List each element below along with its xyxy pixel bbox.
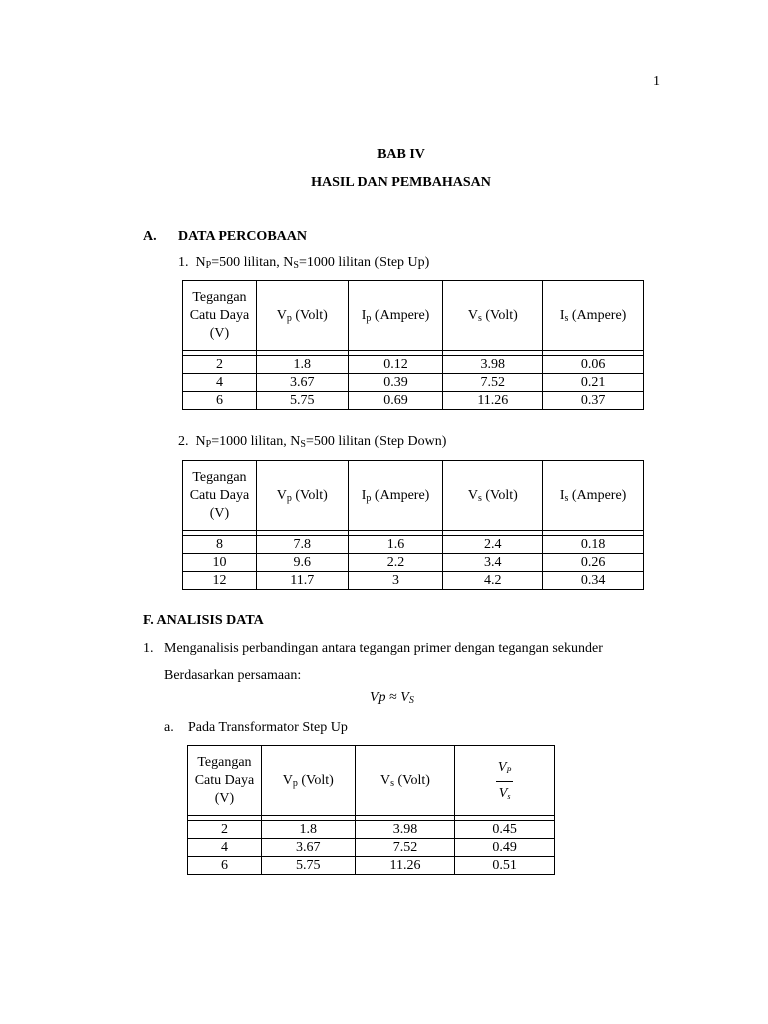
cell: 0.12 bbox=[348, 356, 443, 374]
page-number: 1 bbox=[653, 74, 660, 89]
step-up-ratio-table bbox=[187, 745, 555, 875]
cell: 7.52 bbox=[355, 839, 455, 857]
np-subscript: P bbox=[205, 260, 212, 271]
ns-subscript: S bbox=[300, 439, 306, 450]
table-row bbox=[183, 554, 644, 572]
cell: 7.52 bbox=[443, 374, 543, 392]
cell: 2.4 bbox=[443, 536, 543, 554]
header-vs: $V_s$ (Volt) bbox=[443, 461, 543, 531]
section-a-title: DATA PERCOBAAN bbox=[178, 229, 307, 244]
cell: 0.49 bbox=[455, 839, 555, 857]
cell: 3.67 bbox=[256, 374, 348, 392]
cell: 3.67 bbox=[261, 839, 355, 857]
header-vp: $V_p$ (Volt) bbox=[256, 461, 348, 531]
table-row bbox=[183, 374, 644, 392]
ns-value: =1000 lilitan (Step Up) bbox=[298, 255, 430, 270]
header-ratio bbox=[455, 746, 555, 816]
cell: 0.45 bbox=[455, 821, 555, 839]
cell: 0.21 bbox=[543, 374, 644, 392]
header-vp: $V_p$ (Volt) bbox=[256, 281, 348, 351]
table-header-row bbox=[183, 281, 644, 351]
cell: 2 bbox=[183, 356, 257, 374]
subsection-a-text: Pada Transformator Step Up bbox=[188, 720, 348, 735]
table-header-row bbox=[188, 746, 555, 816]
cell: 6 bbox=[188, 857, 262, 875]
cell: 0.51 bbox=[455, 857, 555, 875]
header-vs: $V_s$ (Volt) bbox=[355, 746, 455, 816]
chapter-title: BAB IV bbox=[377, 147, 425, 162]
table-header-row bbox=[183, 461, 644, 531]
cell: 0.69 bbox=[348, 392, 443, 410]
header-supply-voltage: Tegangan Catu Daya (V) bbox=[188, 746, 262, 816]
experiment-1-label bbox=[178, 255, 429, 271]
cell: 4 bbox=[188, 839, 262, 857]
cell: 0.18 bbox=[543, 536, 644, 554]
table-row bbox=[183, 392, 644, 410]
header-vp: $V_p$ (Volt) bbox=[261, 746, 355, 816]
np-subscript: P bbox=[205, 439, 212, 450]
experiment-1-number: 1. bbox=[178, 255, 189, 270]
analysis-1-basis: Berdasarkan persamaan: bbox=[164, 668, 302, 683]
ns-subscript: S bbox=[293, 260, 299, 271]
analysis-1-text: Menganalisis perbandingan antara tegangan primer dengan tegangan sekunder bbox=[164, 641, 603, 656]
header-vs: $V_s$ (Volt) bbox=[443, 281, 543, 351]
cell: 1.8 bbox=[261, 821, 355, 839]
cell: 2 bbox=[188, 821, 262, 839]
section-a-letter: A. bbox=[143, 229, 157, 244]
np-symbol: N bbox=[195, 434, 206, 449]
cell: 5.75 bbox=[261, 857, 355, 875]
chapter-subtitle: HASIL DAN PEMBAHASAN bbox=[311, 175, 491, 190]
cell: 3.4 bbox=[443, 554, 543, 572]
cell: 11.26 bbox=[355, 857, 455, 875]
step-up-data-table bbox=[182, 280, 644, 410]
cell: 4 bbox=[183, 374, 257, 392]
cell: 10 bbox=[183, 554, 257, 572]
analysis-1-number: 1. bbox=[143, 641, 154, 656]
cell: 9.6 bbox=[256, 554, 348, 572]
table-row bbox=[188, 839, 555, 857]
cell: 3.98 bbox=[443, 356, 543, 374]
table-row bbox=[183, 356, 644, 374]
table-row bbox=[183, 536, 644, 554]
cell: 5.75 bbox=[256, 392, 348, 410]
cell: 6 bbox=[183, 392, 257, 410]
cell: 0.39 bbox=[348, 374, 443, 392]
ns-symbol: N bbox=[283, 255, 294, 270]
section-f-title: F. ANALISIS DATA bbox=[143, 613, 264, 628]
np-value: =1000 lilitan, bbox=[211, 434, 291, 449]
cell: 8 bbox=[183, 536, 257, 554]
subsection-a-letter: a. bbox=[164, 720, 174, 735]
table-row bbox=[188, 821, 555, 839]
ratio-fraction: $\frac{V_P}{V_s}$ bbox=[497, 759, 512, 801]
header-supply-voltage: Tegangan Catu Daya (V) bbox=[183, 281, 257, 351]
cell: 0.06 bbox=[543, 356, 644, 374]
table-row bbox=[183, 572, 644, 590]
cell: 0.34 bbox=[543, 572, 644, 590]
cell: 12 bbox=[183, 572, 257, 590]
step-down-data-table bbox=[182, 460, 644, 590]
ns-symbol: N bbox=[290, 434, 301, 449]
cell: 3 bbox=[348, 572, 443, 590]
experiment-2-label bbox=[178, 434, 446, 450]
header-supply-voltage: Tegangan Catu Daya (V) bbox=[183, 461, 257, 531]
cell: 11.7 bbox=[256, 572, 348, 590]
cell: 7.8 bbox=[256, 536, 348, 554]
header-ip: $I_p$ (Ampere) bbox=[348, 281, 443, 351]
np-symbol: N bbox=[195, 255, 206, 270]
voltage-ratio-formula: $Vp \approx V_S$ bbox=[370, 690, 414, 706]
cell: 0.37 bbox=[543, 392, 644, 410]
header-is: $I_s$ (Ampere) bbox=[543, 281, 644, 351]
np-value: =500 lilitan, bbox=[211, 255, 284, 270]
cell: 1.8 bbox=[256, 356, 348, 374]
ns-value: =500 lilitan (Step Down) bbox=[305, 434, 447, 449]
cell: 2.2 bbox=[348, 554, 443, 572]
header-is: $I_s$ (Ampere) bbox=[543, 461, 644, 531]
cell: 1.6 bbox=[348, 536, 443, 554]
cell: 3.98 bbox=[355, 821, 455, 839]
experiment-2-number: 2. bbox=[178, 434, 189, 449]
header-ip: $I_p$ (Ampere) bbox=[348, 461, 443, 531]
cell: 11.26 bbox=[443, 392, 543, 410]
cell: 4.2 bbox=[443, 572, 543, 590]
table-row bbox=[188, 857, 555, 875]
cell: 0.26 bbox=[543, 554, 644, 572]
